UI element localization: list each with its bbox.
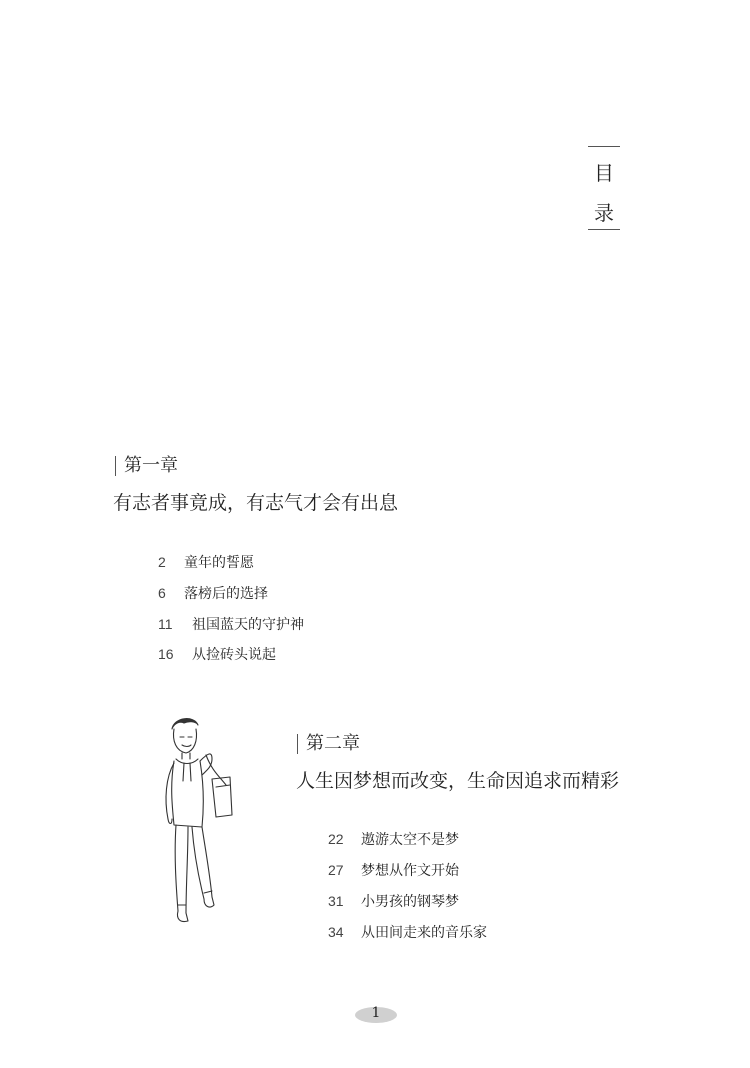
chapter-2-label: 第二章 [297, 734, 360, 754]
entry-page-number: 31 [328, 893, 344, 909]
walking-boy-illustration [150, 715, 250, 930]
entry-page-number: 27 [328, 862, 344, 878]
entry-title: 从捡砖头说起 [192, 647, 276, 663]
entry-title: 童年的誓愿 [184, 555, 254, 571]
toc-entry[interactable] [328, 860, 459, 880]
toc-entry[interactable] [158, 583, 268, 603]
toc-entry[interactable] [328, 922, 487, 942]
chapter-1-subtitle: 有志者事竟成，有志气才会有出息 [113, 492, 399, 514]
chapter-2-subtitle: 人生因梦想而改变，生命因追求而精彩 [296, 770, 620, 792]
toc-title [588, 146, 620, 230]
entry-page-number: 16 [158, 646, 174, 662]
entry-title: 祖国蓝天的守护神 [192, 617, 304, 633]
entry-page-number: 2 [158, 554, 166, 570]
entry-page-number: 11 [158, 616, 173, 632]
page-number: 1 [371, 1005, 381, 1021]
toc-title-char-1: 目 [594, 161, 614, 185]
toc-title-char-2: 录 [594, 201, 614, 225]
toc-entry[interactable] [158, 614, 304, 634]
toc-entry[interactable] [328, 829, 459, 849]
chapter-1-label: 第一章 [115, 456, 178, 476]
entry-title: 从田间走来的音乐家 [361, 925, 487, 941]
toc-entry[interactable] [158, 644, 276, 664]
entry-page-number: 22 [328, 831, 344, 847]
entry-title: 落榜后的选择 [184, 586, 268, 602]
entry-title: 遨游太空不是梦 [361, 832, 459, 848]
entry-title: 小男孩的钢琴梦 [361, 894, 459, 910]
entry-title: 梦想从作文开始 [361, 863, 459, 879]
toc-entry[interactable] [328, 891, 459, 911]
toc-entry[interactable] [158, 552, 254, 572]
entry-page-number: 34 [328, 924, 344, 940]
entry-page-number: 6 [158, 585, 166, 601]
